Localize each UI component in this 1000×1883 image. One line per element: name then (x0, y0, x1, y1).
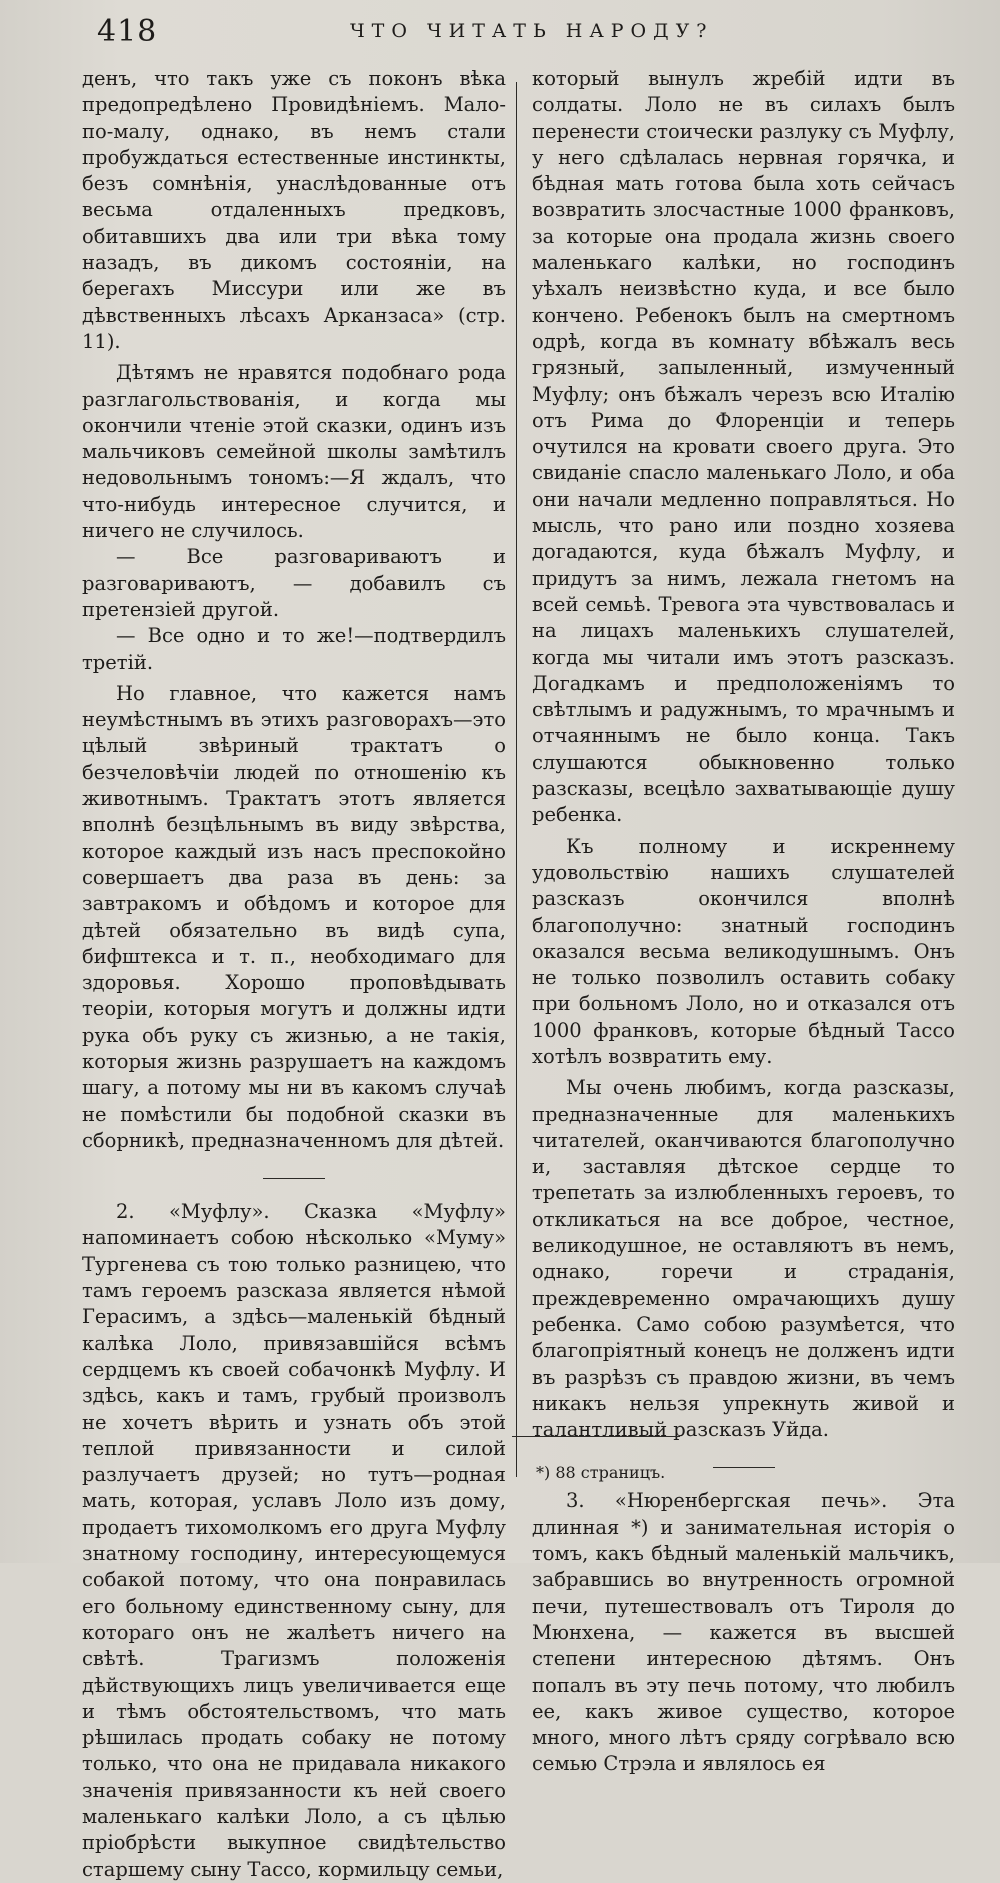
footnote-rule (512, 1436, 680, 1437)
paragraph-continued: который вынулъ жребій идти въ солдаты. Лоло не въ силахъ былъ перенести стоически разлуку съ Муфлу, у него сдѣлалась нервная горячка, и бѣдная мать готова была хоть сейчасъ возвратить злосчастные 1000 франковъ, за которые она продала жизнь своего маленькаго калѣки, но господинъ уѣхалъ неизвѣстно куда, и все было кончено. Ребенокъ былъ на смертномъ одрѣ, когда въ комнату вбѣжалъ весь грязный, запыленный, измученный Муфлу; онъ бѣжалъ черезъ всю Италію отъ Рима до Флоренціи и теперь очутился на кровати своего друга. Это свиданіе спасло маленькаго Лоло, и оба они начали медленно поправляться. Но мысль, что рано или поздно хозяева догадаются, куда бѣжалъ Муфлу, и придутъ за нимъ, лежала гнетомъ на всей семьѣ. Тревога эта чувствовалась и на лицахъ маленькихъ слушателей, когда мы читали имъ этотъ разсказъ. Догадкамъ и предположеніямъ то свѣтлымъ и радужнымъ, то мрачнымъ и отчаяннымъ не было конца. Такъ слушаются обыкновенно только разсказы, всецѣло захватывающіе душу ребенка. (532, 67, 955, 827)
footnote: *) 88 страницъ. (536, 1463, 666, 1482)
paragraph: Мы очень любимъ, когда разсказы, предназначенные для маленькихъ читателей, оканчиваются благополучно и, заставляя дѣтское сердце то трепетать за излюбленныхъ героевъ, то откликаться на все доброе, честное, великодушное, не оставляютъ въ немъ, однако, горечи и страданія, преждевременно омрачающихъ душу ребенка. Само собою разумѣется, что благопріятный конецъ не долженъ идти въ разрѣзъ съ правдою жизни, въ чемъ никакъ нельзя упрекнуть живой и талантливый разсказъ Уйда. (532, 1076, 955, 1442)
paragraph: — Все разговариваютъ и разговариваютъ, — добавилъ съ претензіей другой. (82, 545, 506, 621)
section-divider (713, 1467, 775, 1468)
section-divider (263, 1178, 325, 1179)
left-column (82, 66, 506, 1883)
paragraph: Но главное, что кажется намъ неумѣстнымъ въ этихъ разговорахъ—это цѣлый звѣриный трактатъ о безчеловѣчіи людей по отношенію къ животнымъ. Трактатъ этотъ является вполнѣ безцѣльнымъ въ виду звѣрства, которое каждый изъ насъ преспокойно совершаетъ два раза въ день: за завтракомъ и обѣдомъ и которое для дѣтей обязательно въ видѣ супа, бифштекса и т. п., необходимаго для здоровья. Хорошо проповѣдывать теоріи, которыя могутъ и должны идти рука объ руку съ жизнью, а не такія, которыя жизнь разрушаетъ на каждомъ шагу, а потому мы ни въ какомъ случаѣ не помѣстили бы подобной сказки въ сборникѣ, предназначенномъ для дѣтей. (82, 681, 506, 1152)
paragraph: — Все одно и то же!—подтвердилъ третій. (82, 624, 506, 674)
paragraph: Къ полному и искреннему удовольствію нашихъ слушателей разсказъ окончился вполнѣ благополучно: знатный господинъ оказался весьма великодушнымъ. Онъ не только позволилъ оставить собаку при больномъ Лоло, но и отказался отъ 1000 франковъ, которые бѣдный Тассо хотѣлъ возвратить ему. (532, 834, 955, 1068)
page-header (0, 0, 1000, 64)
paragraph-section-3: 3. «Нюренбергская печь». Эта длинная *) и занимательная исторія о томъ, какъ бѣдный маленькій мальчикъ, забравшись во внутренность огромной печи, путешествовалъ отъ Тироля до Мюнхена, — кажется въ высшей степени интересною дѣтямъ. Онъ попалъ въ эту печь потому, что любилъ ее, какъ живое существо, которое много, много лѣтъ сряду согрѣвало всю семью Стрэла и являлось ея (532, 1489, 955, 1776)
paragraph: Дѣтямъ не нравятся подобнаго рода разглагольствованія, и когда мы окончили чтеніе этой сказки, одинъ изъ мальчиковъ семейной школы замѣтилъ недовольнымъ тономъ:—Я ждалъ, что что-нибудь интересное случится, и ничего не случилось. (82, 361, 506, 543)
paragraph-continued: денъ, что такъ уже съ поконъ вѣка предопредѣлено Провидѣніемъ. Мало-по-малу, однако, въ немъ стали пробуждаться естественные инстинкты, безъ сомнѣнія, унаслѣдованные отъ весьма отдаленныхъ предковъ, обитавшихъ два или три вѣка тому назадъ, въ дикомъ состояніи, на берегахъ Миссури или же въ дѣвственныхъ лѣсахъ Арканзаса» (стр. 11). (82, 67, 506, 353)
right-column (532, 66, 955, 1778)
page-number: 418 (97, 14, 158, 49)
paragraph-section-2: 2. «Муфлу». Сказка «Муфлу» напоминаетъ собою нѣсколько «Муму» Тургенева съ тою только разницею, что тамъ героемъ разсказа является нѣмой Герасимъ, а здѣсь—маленькій бѣдный калѣка Лоло, привязавшійся всѣмъ сердцемъ къ своей собачонкѣ Муфлу. И здѣсь, какъ и тамъ, грубый произволъ не хочетъ вѣрить и узнать объ этой теплой привязанности и силой разлучаетъ друзей; но тутъ—родная мать, которая, уславъ Лоло изъ дому, продаетъ тихомолкомъ его друга Муфлу знатному господину, интересующемуся собакой потому, что она понравилась его больному единственному сыну, для котораго онъ не жалѣетъ ничего на свѣтѣ. Трагизмъ положенія дѣйствующихъ лицъ увеличивается еще и тѣмъ обстоятельствомъ, что мать рѣшилась продать собаку не потому только, что она не придавала никакого значенія привязанности къ ней своего маленькаго калѣки Лоло, а съ цѣлью пріобрѣсти выкупное свидѣтельство старшему сыну Тассо, кормильцу семьи, (82, 1200, 506, 1881)
column-divider (516, 82, 517, 1477)
running-title: ЧТО ЧИТАТЬ НАРОДУ? (350, 20, 714, 42)
